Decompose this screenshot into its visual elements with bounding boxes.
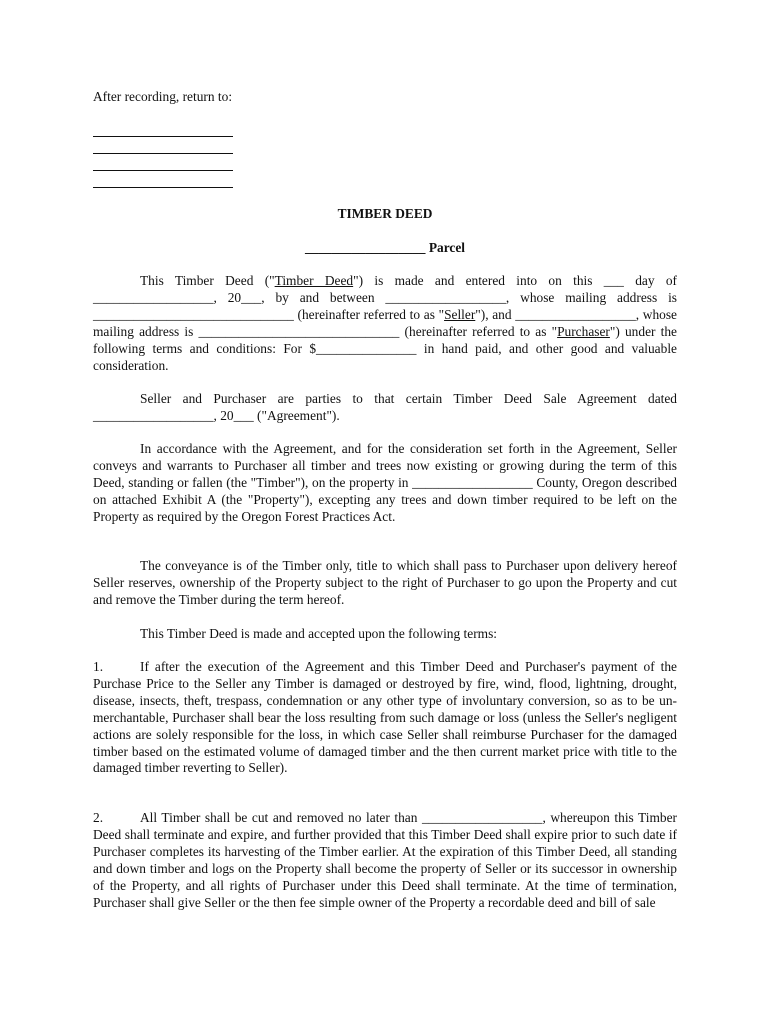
return-address-line-2 — [93, 153, 233, 154]
term-timber-deed: Timber Deed — [274, 273, 354, 288]
return-address-line-1 — [93, 136, 233, 137]
term-seller: Seller — [444, 306, 476, 322]
return-address-line-3 — [93, 170, 233, 171]
conveyance-paragraph: In accordance with the Agreement, and for the consideration set forth in the Agreement, Seller conveys and warrants to Purchaser all timber and trees now existing or growing during the term of this Deed, standing or fallen (the "Timber"), on the property in __________________ County, Oregon described on attached Exhibit A (the "Property"), excepting any trees and down timber required to be left on the Property as required by the Oregon Forest Practices Act. — [93, 441, 677, 524]
return-address-line-4 — [93, 187, 233, 188]
term-2-paragraph: 2. All Timber shall be cut and removed no later than __________________, whereupon this Timber Deed shall terminate and expire, and further provided that this Timber Deed shall expire prior to such date if Purchaser completes its harvesting of the Timber earlier. At the expiration of this Timber Deed, all standing and down timber and logs on the Property shall become the property of Seller or its successor in ownership of the Property, and all rights of Purchaser under this Deed shall terminate. At the time of termination, Purchaser shall give Seller or the then fee simple owner of the Property a recordable deed and bill of sale — [93, 810, 677, 910]
parcel-line: __________________ Parcel — [304, 240, 466, 255]
term-purchaser: Purchaser — [557, 323, 610, 339]
term-1-paragraph: 1. If after the execution of the Agreement and this Timber Deed and Purchaser's payment of the Purchase Price to the Seller any Timber is damaged or destroyed by fire, wind, flood, lightning, drought, disease, insects, theft, trespass, condemnation or any other type of involuntary conversion, so as to be un-merchantable, Purchaser shall bear the loss resulting from such damage or loss (unless the Seller's negligent actions are solely responsible for the loss, in which case Seller shall reimburse Purchaser for the damaged timber based on the estimated volume of damaged timber and the then current market price with title to the damaged timber reverting to Seller). — [93, 659, 677, 776]
timber-only-paragraph: The conveyance is of the Timber only, title to which shall pass to Purchaser upon delivery hereof Seller reserves, ownership of the Property subject to the right of Purchaser to go upon the Property and cut and remove the Timber during the term hereof. — [93, 558, 677, 607]
return-to-label: After recording, return to: — [93, 89, 233, 104]
intro-paragraph: This Timber Deed ("Timber Deed") is made and entered into on this ___ day of __________________, 20___, by and between __________________, whose mailing address is ______________________________ (hereinafter referred to as "Seller"), and __________________, whose mailing address is ______________________________ (hereinafter referred to as "Purchaser") under the following terms and conditions: For $_______________ in hand paid, and other good and valuable consideration. — [93, 273, 678, 373]
term-number: 1. — [93, 659, 104, 674]
agreement-paragraph: Seller and Purchaser are parties to that certain Timber Deed Sale Agreement dated __________________, 20___ ("Agreement"). — [93, 391, 677, 423]
term-number: 2. — [93, 810, 104, 825]
terms-intro-paragraph: This Timber Deed is made and accepted upon the following terms: — [140, 626, 498, 641]
document-title: TIMBER DEED — [337, 206, 433, 221]
